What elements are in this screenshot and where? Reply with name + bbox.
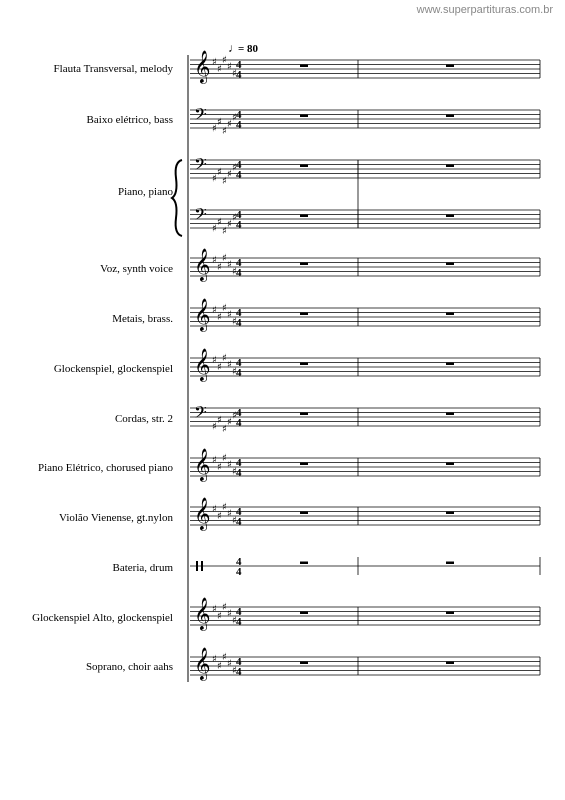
time-signature-top: 4 bbox=[236, 159, 242, 171]
time-signature-top: 4 bbox=[236, 257, 242, 269]
time-signature-top: 4 bbox=[236, 407, 242, 419]
percussion-clef-icon bbox=[196, 561, 198, 571]
time-signature-top: 4 bbox=[236, 457, 242, 469]
whole-rest-icon bbox=[300, 115, 308, 118]
whole-rest-icon bbox=[446, 65, 454, 68]
sharp-icon: ♯ bbox=[222, 423, 227, 435]
whole-rest-icon bbox=[446, 562, 454, 565]
sharp-icon: ♯ bbox=[217, 116, 222, 128]
sharp-icon: ♯ bbox=[217, 166, 222, 178]
percussion-clef-icon bbox=[201, 561, 203, 571]
treble-clef-icon: 𝄞 bbox=[194, 497, 211, 530]
sharp-icon: ♯ bbox=[227, 417, 232, 428]
whole-rest-icon bbox=[300, 662, 308, 665]
instrument-label: Piano, piano bbox=[118, 186, 173, 198]
tempo-text: = 80 bbox=[238, 43, 259, 55]
instrument-label: Voz, synth voice bbox=[100, 263, 173, 275]
sharp-icon: ♯ bbox=[232, 266, 237, 278]
whole-rest-icon bbox=[446, 463, 454, 466]
whole-rest-icon bbox=[446, 512, 454, 515]
sharp-icon: ♯ bbox=[222, 452, 227, 464]
sharp-icon: ♯ bbox=[227, 309, 232, 321]
sharp-icon: ♯ bbox=[227, 658, 232, 670]
time-signature-top: 4 bbox=[236, 506, 242, 518]
time-signature-bottom: 4 bbox=[236, 267, 242, 279]
sharp-icon: ♯ bbox=[227, 61, 232, 73]
whole-rest-icon bbox=[300, 612, 308, 615]
whole-rest-icon bbox=[446, 612, 454, 615]
sharp-icon: ♯ bbox=[227, 119, 232, 130]
time-signature-top: 4 bbox=[236, 109, 242, 121]
time-signature-top: 4 bbox=[236, 59, 242, 71]
bass-clef-icon: 𝄢 bbox=[194, 154, 207, 178]
sharp-icon: ♯ bbox=[212, 504, 217, 515]
sharp-icon: ♯ bbox=[227, 219, 232, 230]
sharp-icon: ♯ bbox=[217, 261, 222, 273]
treble-clef-icon: 𝄞 bbox=[194, 348, 211, 381]
whole-rest-icon bbox=[300, 463, 308, 466]
time-signature-top: 4 bbox=[236, 307, 242, 319]
sharp-icon: ♯ bbox=[217, 510, 222, 522]
whole-rest-icon bbox=[300, 263, 308, 266]
sharp-icon: ♯ bbox=[227, 259, 232, 271]
sharp-icon: ♯ bbox=[222, 651, 227, 663]
sharp-icon: ♯ bbox=[217, 610, 222, 622]
treble-clef-icon: 𝄞 bbox=[194, 647, 211, 680]
whole-rest-icon bbox=[446, 313, 454, 316]
instrument-label: Metais, brass. bbox=[112, 313, 173, 325]
sharp-icon: ♯ bbox=[217, 461, 222, 473]
sharp-icon: ♯ bbox=[222, 175, 227, 187]
sharp-icon: ♯ bbox=[222, 125, 227, 137]
sharp-icon: ♯ bbox=[217, 63, 222, 75]
whole-rest-icon bbox=[446, 662, 454, 665]
sharp-icon: ♯ bbox=[212, 173, 217, 185]
time-signature-top: 4 bbox=[236, 656, 242, 668]
piano-brace bbox=[172, 160, 182, 236]
instrument-label: Flauta Transversal, melody bbox=[53, 63, 173, 75]
whole-rest-icon bbox=[446, 413, 454, 416]
whole-rest-icon bbox=[300, 512, 308, 515]
whole-rest-icon bbox=[300, 562, 308, 565]
whole-rest-icon bbox=[446, 215, 454, 218]
bass-clef-icon: 𝄢 bbox=[194, 402, 207, 426]
instrument-label: Glockenspiel Alto, glockenspiel bbox=[32, 612, 173, 624]
watermark: www.superpartituras.com.br bbox=[416, 4, 553, 16]
instrument-label: Bateria, drum bbox=[112, 562, 173, 574]
sharp-icon: ♯ bbox=[212, 455, 217, 466]
sharp-icon: ♯ bbox=[217, 660, 222, 672]
sharp-icon: ♯ bbox=[232, 112, 237, 124]
treble-clef-icon: 𝄞 bbox=[194, 597, 211, 630]
sharp-icon: ♯ bbox=[232, 212, 237, 224]
sharp-icon: ♯ bbox=[227, 508, 232, 520]
sharp-icon: ♯ bbox=[217, 311, 222, 323]
sharp-icon: ♯ bbox=[212, 355, 217, 366]
sharp-icon: ♯ bbox=[227, 169, 232, 180]
whole-rest-icon bbox=[300, 313, 308, 316]
time-signature-bottom: 4 bbox=[236, 169, 242, 181]
sharp-icon: ♯ bbox=[232, 366, 237, 378]
sharp-icon: ♯ bbox=[227, 459, 232, 471]
sharp-icon: ♯ bbox=[227, 608, 232, 620]
time-signature-bottom: 4 bbox=[236, 119, 242, 131]
whole-rest-icon bbox=[300, 413, 308, 416]
sharp-icon: ♯ bbox=[232, 410, 237, 422]
sharp-icon: ♯ bbox=[232, 162, 237, 174]
sharp-icon: ♯ bbox=[232, 316, 237, 328]
whole-rest-icon bbox=[446, 115, 454, 118]
sharp-icon: ♯ bbox=[212, 654, 217, 665]
time-signature-bottom: 4 bbox=[236, 566, 242, 578]
instrument-label: Violão Vienense, gt.nylon bbox=[59, 512, 173, 524]
bass-clef-icon: 𝄢 bbox=[194, 104, 207, 128]
whole-rest-icon bbox=[300, 215, 308, 218]
sharp-icon: ♯ bbox=[232, 68, 237, 80]
treble-clef-icon: 𝄞 bbox=[194, 248, 211, 281]
tempo-note-icon: ♩ bbox=[228, 41, 240, 55]
time-signature-bottom: 4 bbox=[236, 417, 242, 429]
whole-rest-icon bbox=[300, 165, 308, 168]
time-signature-bottom: 4 bbox=[236, 69, 242, 81]
sharp-icon: ♯ bbox=[232, 665, 237, 677]
whole-rest-icon bbox=[446, 165, 454, 168]
time-signature-top: 4 bbox=[236, 606, 242, 618]
instrument-label: Cordas, str. 2 bbox=[114, 413, 173, 425]
sharp-icon: ♯ bbox=[212, 123, 217, 135]
bass-clef-icon: 𝄢 bbox=[194, 204, 207, 228]
whole-rest-icon bbox=[446, 363, 454, 366]
staves bbox=[190, 50, 540, 681]
sharp-icon: ♯ bbox=[222, 352, 227, 364]
sharp-icon: ♯ bbox=[212, 223, 217, 235]
time-signature-bottom: 4 bbox=[236, 616, 242, 628]
whole-rest-icon bbox=[300, 65, 308, 68]
sharp-icon: ♯ bbox=[222, 501, 227, 513]
sharp-icon: ♯ bbox=[232, 515, 237, 527]
treble-clef-icon: 𝄞 bbox=[194, 298, 211, 331]
sharp-icon: ♯ bbox=[217, 361, 222, 373]
time-signature-top: 4 bbox=[236, 209, 242, 221]
time-signature-bottom: 4 bbox=[236, 666, 242, 678]
sharp-icon: ♯ bbox=[212, 57, 217, 68]
time-signature-bottom: 4 bbox=[236, 219, 242, 231]
sharp-icon: ♯ bbox=[222, 252, 227, 264]
sharp-icon: ♯ bbox=[232, 615, 237, 627]
treble-clef-icon: 𝄞 bbox=[194, 50, 211, 83]
instrument-label: Piano Elétrico, chorused piano bbox=[37, 462, 173, 474]
sharp-icon: ♯ bbox=[232, 466, 237, 478]
sharp-icon: ♯ bbox=[222, 225, 227, 237]
sharp-icon: ♯ bbox=[222, 601, 227, 613]
sharp-icon: ♯ bbox=[217, 414, 222, 426]
instrument-label: Baixo elétrico, bass bbox=[86, 114, 173, 126]
sharp-icon: ♯ bbox=[212, 255, 217, 266]
whole-rest-icon bbox=[300, 363, 308, 366]
instrument-label: Glockenspiel, glockenspiel bbox=[53, 363, 173, 375]
sharp-icon: ♯ bbox=[212, 604, 217, 615]
sharp-icon: ♯ bbox=[222, 54, 227, 66]
time-signature-bottom: 4 bbox=[236, 516, 242, 528]
sharp-icon: ♯ bbox=[212, 421, 217, 433]
time-signature-bottom: 4 bbox=[236, 467, 242, 479]
sharp-icon: ♯ bbox=[227, 359, 232, 371]
sharp-icon: ♯ bbox=[217, 216, 222, 228]
time-signature-top: 4 bbox=[236, 556, 242, 568]
sharp-icon: ♯ bbox=[222, 302, 227, 314]
whole-rest-icon bbox=[446, 263, 454, 266]
time-signature-bottom: 4 bbox=[236, 317, 242, 329]
instrument-label: Soprano, choir aahs bbox=[85, 661, 173, 673]
treble-clef-icon: 𝄞 bbox=[194, 448, 211, 481]
sharp-icon: ♯ bbox=[212, 305, 217, 316]
time-signature-top: 4 bbox=[236, 357, 242, 369]
time-signature-bottom: 4 bbox=[236, 367, 242, 379]
